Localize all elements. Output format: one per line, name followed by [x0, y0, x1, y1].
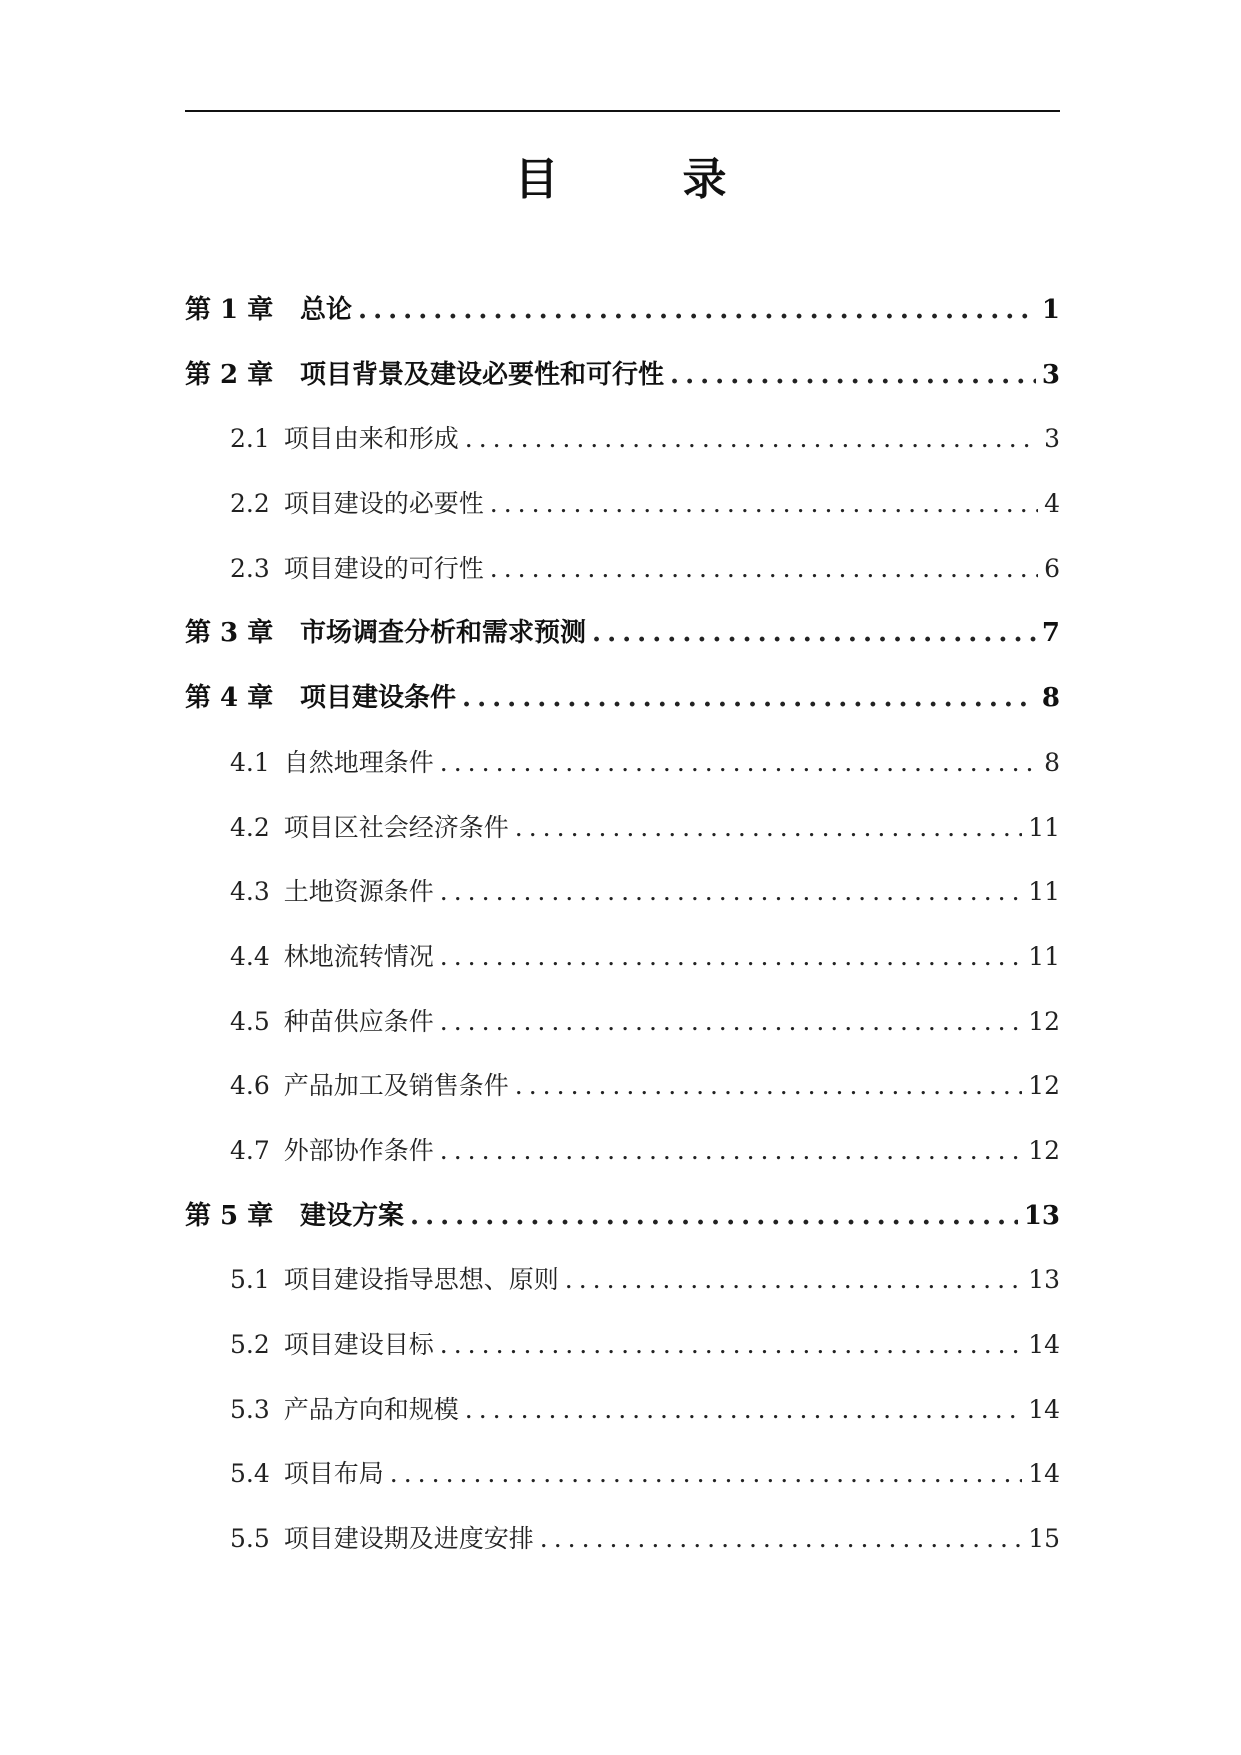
toc-entry-label: 项目建设目标 [283, 1330, 434, 1359]
toc-entry-number: 4.6 [230, 1071, 270, 1101]
toc-entry-page: 3 [1041, 359, 1060, 390]
toc-entry-page: 8 [1044, 747, 1060, 777]
toc-entry[interactable] [185, 1194, 1060, 1259]
toc-entry-label: 项目建设的必要性 [283, 489, 484, 519]
toc-entry[interactable] [185, 1517, 1060, 1582]
toc-entry-label: 总论 [300, 295, 353, 325]
toc-entry[interactable] [185, 482, 1060, 547]
toc-entry[interactable] [185, 741, 1060, 806]
toc-entry-label: 种苗供应条件 [283, 1006, 434, 1036]
toc-entry-page: 13 [1023, 1200, 1060, 1231]
toc-entry[interactable] [185, 1064, 1060, 1129]
toc-entry-label: 产品方向和规模 [283, 1394, 459, 1424]
toc-entry-page: 7 [1041, 618, 1060, 649]
toc-entry-page: 12 [1028, 1071, 1060, 1101]
toc-dot-leader [540, 1517, 1022, 1561]
toc-entry-number: 4.1 [230, 747, 270, 777]
toc-entry-number: 2.3 [230, 553, 270, 583]
toc-entry-page: 6 [1044, 553, 1060, 583]
toc-entry-label: 项目建设期及进度安排 [283, 1524, 534, 1554]
toc-entry-label: 项目建设条件 [300, 683, 457, 714]
toc-entry-number: 4.3 [230, 877, 270, 907]
toc-entry-number: 4.2 [230, 812, 270, 842]
toc-entry-number: 第 5 章 [185, 1200, 274, 1231]
toc-dot-leader [410, 1194, 1018, 1238]
toc-entry-page: 3 [1044, 424, 1060, 454]
toc-dot-leader [440, 741, 1038, 785]
toc-title: 目 录 [514, 154, 767, 205]
toc-entry-number: 5.1 [230, 1265, 270, 1295]
toc-entry[interactable] [185, 935, 1060, 1000]
toc-dot-leader [465, 417, 1038, 461]
toc-dot-leader [440, 870, 1022, 914]
toc-entry-label: 市场调查分析和需求预测 [300, 618, 587, 649]
toc-entry-page: 4 [1044, 489, 1060, 519]
toc-entry-page: 12 [1028, 1006, 1060, 1036]
toc-entry-page: 11 [1028, 941, 1060, 971]
toc-dot-leader [462, 676, 1036, 720]
toc-entry-page: 11 [1028, 812, 1060, 842]
toc-entry-number: 4.5 [230, 1006, 270, 1036]
toc-dot-leader [465, 1388, 1022, 1432]
toc-entry-label: 项目由来和形成 [283, 424, 459, 454]
toc-entry-page: 14 [1028, 1330, 1060, 1359]
toc-entry-label: 产品加工及销售条件 [283, 1071, 509, 1101]
toc-entry[interactable] [185, 676, 1060, 741]
toc-entry-label: 土地资源条件 [283, 877, 434, 907]
toc-dot-leader [490, 482, 1038, 526]
toc-entry-label: 项目建设指导思想、原则 [283, 1265, 559, 1295]
header-rule [185, 110, 1060, 112]
toc-entry[interactable] [185, 806, 1060, 871]
toc-entry-label: 外部协作条件 [283, 1135, 434, 1165]
toc-dot-leader [670, 353, 1036, 397]
toc-entry-number: 5.5 [230, 1524, 270, 1554]
toc-dot-leader [565, 1258, 1022, 1302]
toc-entry[interactable] [185, 611, 1060, 676]
toc-entry-page: 15 [1028, 1524, 1060, 1554]
toc-entry-number: 4.7 [230, 1135, 270, 1165]
toc-entry-number: 5.4 [230, 1459, 270, 1489]
toc-dot-leader [592, 611, 1036, 655]
toc-entry-page: 13 [1028, 1265, 1060, 1295]
toc-entry-label: 自然地理条件 [283, 747, 434, 777]
toc-entry-page: 14 [1028, 1394, 1060, 1424]
toc-entry-number: 5.3 [230, 1394, 270, 1424]
toc-entry[interactable] [185, 417, 1060, 482]
toc-entry-number: 第 2 章 [185, 359, 274, 390]
toc-entry-label: 项目建设的可行性 [283, 553, 484, 583]
toc-entry-number: 4.4 [230, 941, 270, 971]
toc-entry[interactable] [185, 1388, 1060, 1453]
toc-dot-leader [490, 547, 1038, 591]
toc-entry[interactable] [185, 1323, 1060, 1388]
toc-list [185, 288, 1060, 1582]
toc-dot-leader [440, 1323, 1022, 1367]
toc-entry-label: 项目布局 [283, 1459, 384, 1489]
toc-entry-label: 林地流转情况 [283, 941, 434, 971]
toc-entry-number: 第 4 章 [185, 683, 274, 714]
toc-entry[interactable] [185, 353, 1060, 418]
toc-entry[interactable] [185, 288, 1060, 353]
toc-entry[interactable] [185, 1452, 1060, 1517]
toc-entry-number: 2.1 [230, 424, 270, 454]
toc-dot-leader [358, 288, 1036, 332]
toc-entry-number: 第 3 章 [185, 618, 274, 649]
toc-dot-leader [515, 1064, 1022, 1108]
toc-dot-leader [390, 1452, 1022, 1496]
toc-entry-number: 5.2 [230, 1330, 270, 1359]
toc-entry-label: 项目区社会经济条件 [283, 812, 509, 842]
toc-entry[interactable] [185, 1129, 1060, 1194]
toc-entry[interactable] [185, 1000, 1060, 1065]
toc-dot-leader [440, 1129, 1022, 1173]
toc-entry-number: 第 1 章 [185, 295, 274, 325]
toc-entry[interactable] [185, 1258, 1060, 1323]
toc-entry-page: 11 [1028, 877, 1060, 907]
toc-dot-leader [440, 1000, 1022, 1044]
toc-entry-page: 8 [1041, 683, 1060, 714]
toc-entry[interactable] [185, 547, 1060, 612]
toc-entry[interactable] [185, 870, 1060, 935]
toc-dot-leader [440, 935, 1022, 979]
toc-entry-page: 12 [1028, 1135, 1060, 1165]
toc-entry-number: 2.2 [230, 489, 270, 519]
toc-entry-label: 项目背景及建设必要性和可行性 [300, 359, 665, 390]
toc-entry-page: 14 [1028, 1459, 1060, 1489]
toc-dot-leader [515, 806, 1022, 850]
toc-entry-page: 1 [1041, 295, 1060, 325]
toc-entry-label: 建设方案 [300, 1200, 405, 1231]
